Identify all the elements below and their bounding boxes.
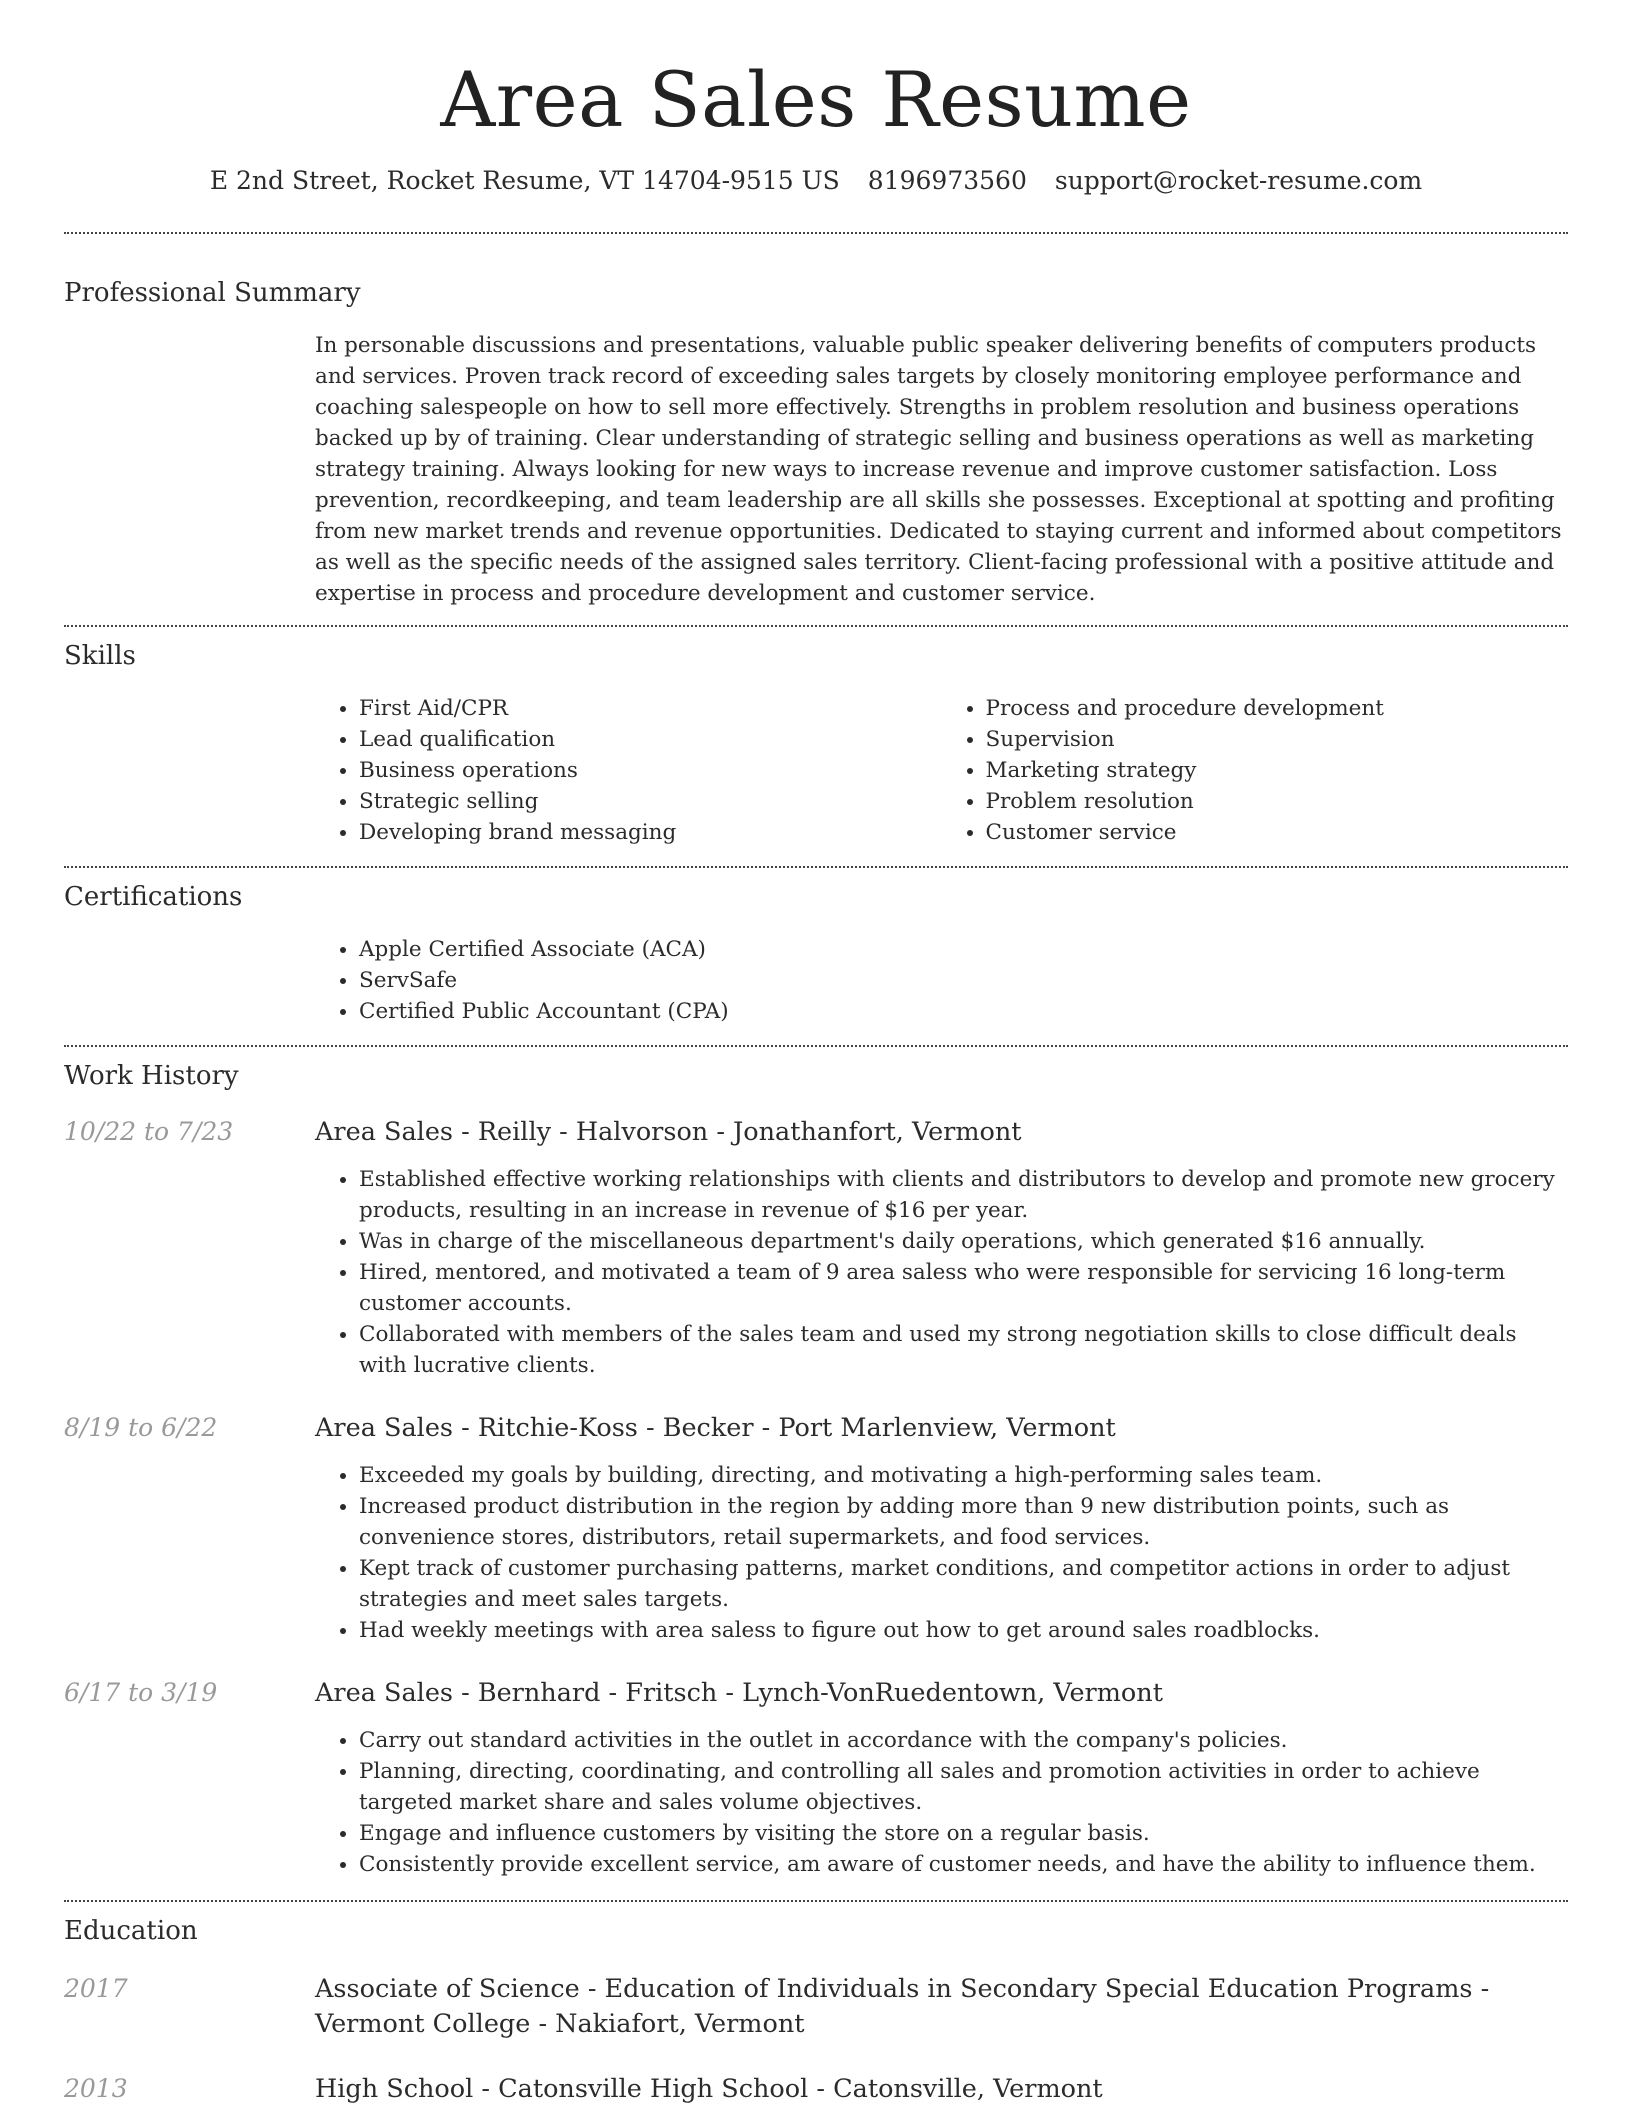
divider <box>64 866 1568 868</box>
work-title: Area Sales - Bernhard - Fritsch - Lynch-VonRuedentown, Vermont <box>315 1678 1163 1708</box>
section-title-education: Education <box>64 1916 198 1946</box>
list-item: • Was in charge of the miscellaneous department's daily operations, which generated $16 annually. <box>359 1226 1568 1257</box>
section-title-skills: Skills <box>64 641 136 671</box>
list-item: • Increased product distribution in the region by adding more than 9 new distribution points, such as convenience stores, distributors, retail supermarkets, and food services. <box>359 1491 1568 1553</box>
skill-item: • Business operations <box>359 755 942 786</box>
list-item: • Established effective working relationships with clients and distributors to develop and promote new grocery products, resulting in an increase in revenue of $16 per year. <box>359 1164 1568 1226</box>
education-title: Associate of Science - Education of Individuals in Secondary Special Education Programs - Vermont College - Nakiafort, Vermont <box>315 1974 1490 2039</box>
resume-page <box>64 0 1568 2107</box>
list-item: • Consistently provide excellent service, am aware of customer needs, and have the ability to influence them. <box>359 1849 1568 1880</box>
work-entry <box>64 1411 1568 1646</box>
work-entry <box>64 1115 1568 1381</box>
section-title-certifications: Certifications <box>64 882 243 912</box>
skill-item: • Developing brand messaging <box>359 817 942 848</box>
contact-email[interactable]: support@rocket-resume.com <box>1054 166 1423 195</box>
skill-item: • Process and procedure development <box>986 693 1569 724</box>
list-item: • Collaborated with members of the sales team and used my strong negotiation skills to close difficult deals with lucrative clients. <box>359 1319 1568 1381</box>
work-dates: 10/22 to 7/23 <box>64 1117 234 1146</box>
divider <box>64 232 1568 234</box>
section-title-work-history: Work History <box>64 1061 239 1091</box>
work-entry <box>64 1676 1568 1880</box>
list-item: • Engage and influence customers by visiting the store on a regular basis. <box>359 1818 1568 1849</box>
education-year: 2017 <box>64 1974 128 2003</box>
divider <box>64 1045 1568 1047</box>
list-item: • Had weekly meetings with area saless to figure out how to get around sales roadblocks. <box>359 1615 1568 1646</box>
divider <box>64 625 1568 627</box>
education-entry <box>64 2072 1568 2107</box>
education-entry <box>64 1972 1568 2042</box>
work-title: Area Sales - Ritchie-Koss - Becker - Port Marlenview, Vermont <box>315 1413 1116 1443</box>
work-bullets <box>315 1164 1568 1381</box>
skills-list <box>315 693 1568 848</box>
skill-item: • Lead qualification <box>359 724 942 755</box>
work-title: Area Sales - Reilly - Halvorson - Jonathanfort, Vermont <box>315 1117 1022 1147</box>
contact-address: E 2nd Street, Rocket Resume, VT 14704-9515 US <box>209 166 840 195</box>
work-dates: 6/17 to 3/19 <box>64 1678 218 1707</box>
skills-column-right <box>942 693 1569 848</box>
resume-title: Area Sales Resume <box>440 55 1192 144</box>
work-dates: 8/19 to 6/22 <box>64 1413 218 1442</box>
skill-item: • Supervision <box>986 724 1569 755</box>
list-item: • Planning, directing, coordinating, and controlling all sales and promotion activities in order to achieve targeted market share and sales volume objectives. <box>359 1756 1568 1818</box>
contact-phone: 8196973560 <box>867 166 1027 195</box>
list-item: • Exceeded my goals by building, directing, and motivating a high-performing sales team. <box>359 1460 1568 1491</box>
work-bullets <box>315 1725 1568 1880</box>
section-title-summary: Professional Summary <box>64 278 361 308</box>
certifications-list <box>315 934 1568 1027</box>
skill-item: • Customer service <box>986 817 1569 848</box>
education-title: High School - Catonsville High School - Catonsville, Vermont <box>315 2074 1103 2104</box>
certification-item: • Certified Public Accountant (CPA) <box>359 996 1568 1027</box>
education-year: 2013 <box>64 2074 128 2103</box>
contact-line <box>64 164 1568 198</box>
skills-column-left <box>315 693 942 848</box>
certification-item: • Apple Certified Associate (ACA) <box>359 934 1568 965</box>
skill-item: • First Aid/CPR <box>359 693 942 724</box>
summary-text: In personable discussions and presentations, valuable public speaker delivering benefits of computers products and services. Proven track record of exceeding sales targets by closely monitoring employee performance and coaching salespeople on how to sell more effectively. Strengths in problem resolution and business operations backed up by of training. Clear understanding of strategic selling and business operations as well as marketing strategy training. Always looking for new ways to increase revenue and improve customer satisfaction. Loss prevention, recordkeeping, and team leadership are all skills she possesses. Exceptional at spotting and profiting from new market trends and revenue opportunities. Dedicated to staying current and informed about competitors as well as the specific needs of the assigned sales territory. Client-facing professional with a positive attitude and expertise in process and procedure development and customer service. <box>315 333 1562 606</box>
skill-item: • Problem resolution <box>986 786 1569 817</box>
skill-item: • Strategic selling <box>359 786 942 817</box>
skill-item: • Marketing strategy <box>986 755 1569 786</box>
list-item: • Kept track of customer purchasing patterns, market conditions, and competitor actions in order to adjust strategies and meet sales targets. <box>359 1553 1568 1615</box>
work-bullets <box>315 1460 1568 1646</box>
list-item: • Carry out standard activities in the outlet in accordance with the company's policies. <box>359 1725 1568 1756</box>
divider <box>64 1900 1568 1902</box>
certification-item: • ServSafe <box>359 965 1568 996</box>
list-item: • Hired, mentored, and motivated a team of 9 area saless who were responsible for servicing 16 long-term customer accounts. <box>359 1257 1568 1319</box>
